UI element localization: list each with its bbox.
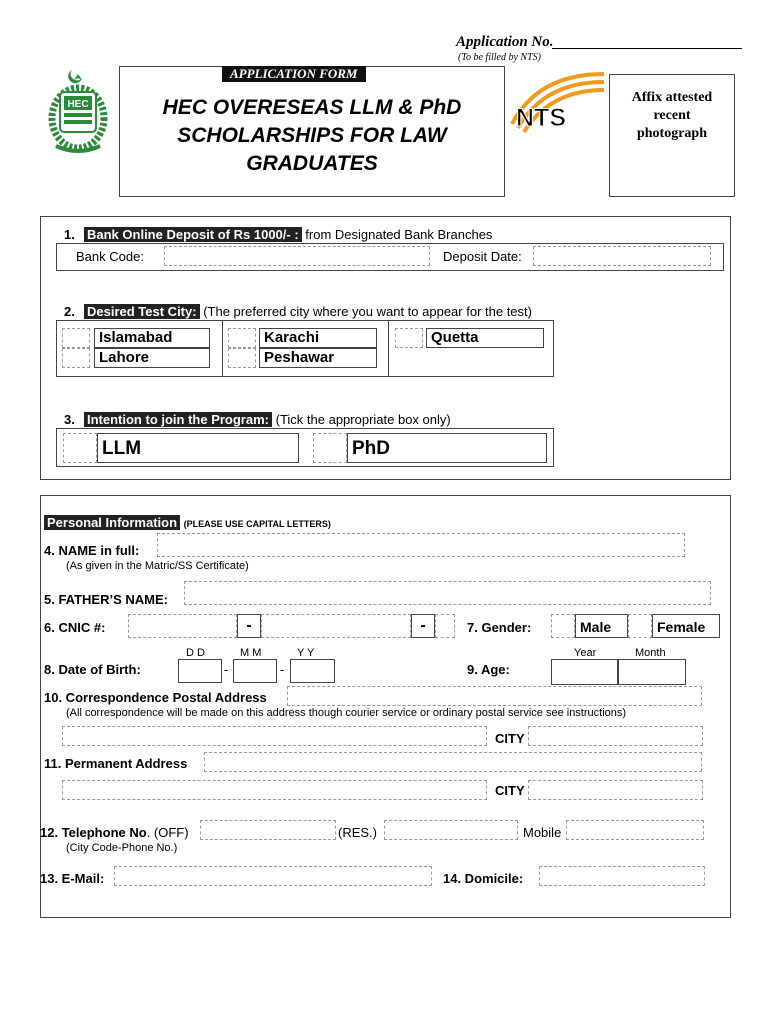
city-karachi: Karachi bbox=[259, 328, 377, 348]
program-phd: PhD bbox=[347, 433, 547, 463]
permanent-address-input-line2[interactable] bbox=[62, 780, 487, 800]
program-checkbox-phd[interactable] bbox=[313, 433, 347, 463]
form-title bbox=[119, 94, 505, 178]
dob-month-input[interactable] bbox=[233, 659, 277, 683]
section1-title: Bank Online Deposit of Rs 1000/- : from Designated Bank Branches bbox=[84, 227, 492, 242]
dob-label: 8. Date of Birth: bbox=[44, 662, 141, 677]
title-line-1: HEC OVERESEAS LLM & PhD bbox=[162, 96, 462, 119]
gender-label: 7. Gender: bbox=[467, 620, 532, 635]
city-divider bbox=[388, 320, 389, 377]
section2-note: (The preferred city where you want to appear for the test) bbox=[203, 304, 532, 319]
city-checkbox-lahore[interactable] bbox=[62, 348, 90, 368]
to-be-filled-note: (To be filled by NTS) bbox=[458, 52, 541, 63]
email-input[interactable] bbox=[114, 866, 432, 886]
dob-dash: - bbox=[280, 662, 285, 677]
postal-address-input-line2[interactable] bbox=[62, 726, 487, 746]
age-year-input[interactable] bbox=[551, 659, 618, 685]
photo-line-1: Affix attested bbox=[631, 90, 713, 105]
age-year-head: Year bbox=[574, 647, 597, 659]
application-no-label: Application No. bbox=[456, 34, 554, 50]
photo-box[interactable] bbox=[609, 74, 735, 197]
dob-month-head: M M bbox=[240, 647, 262, 659]
telephone-res-label: (RES.) bbox=[338, 825, 377, 840]
city-checkbox-karachi[interactable] bbox=[228, 328, 256, 348]
postal-address-label: 10. Correspondence Postal Address bbox=[44, 690, 267, 705]
section2-title: Desired Test City: (The preferred city where you want to appear for the test) bbox=[84, 304, 532, 319]
domicile-label: 14. Domicile: bbox=[443, 871, 524, 886]
dob-day-head: D D bbox=[186, 647, 205, 659]
domicile-input[interactable] bbox=[539, 866, 705, 886]
permanent-city-label: CITY bbox=[495, 783, 525, 798]
bank-code-label: Bank Code: bbox=[76, 249, 144, 264]
city-islamabad: Islamabad bbox=[94, 328, 210, 348]
mobile-label: Mobile bbox=[523, 825, 562, 840]
section1-note: from Designated Bank Branches bbox=[305, 227, 493, 242]
hec-logo-text: HEC bbox=[67, 99, 89, 110]
application-no-line bbox=[552, 48, 742, 49]
mobile-input[interactable] bbox=[566, 820, 704, 840]
age-label: 9. Age: bbox=[467, 662, 510, 677]
postal-city-label: CITY bbox=[495, 731, 525, 746]
postal-address-note: (All correspondence will be made on this address though courier service or ordinary postal service see instructions) bbox=[66, 707, 627, 719]
cnic-part1-input[interactable] bbox=[128, 614, 237, 638]
city-divider bbox=[222, 320, 223, 377]
city-checkbox-islamabad[interactable] bbox=[62, 328, 90, 348]
nts-logo-text: NTS bbox=[516, 104, 566, 132]
dob-day-input[interactable] bbox=[178, 659, 222, 683]
name-input[interactable] bbox=[157, 533, 685, 557]
photo-line-3: photograph bbox=[636, 126, 708, 141]
deposit-date-label: Deposit Date: bbox=[443, 249, 522, 264]
dob-year-input[interactable] bbox=[290, 659, 335, 683]
city-quetta: Quetta bbox=[426, 328, 544, 348]
section1-number: 1. bbox=[64, 227, 75, 242]
city-peshawar: Peshawar bbox=[259, 348, 377, 368]
postal-address-input-line1[interactable] bbox=[287, 686, 702, 706]
program-llm: LLM bbox=[97, 433, 299, 463]
title-line-2: SCHOLARSHIPS FOR LAW bbox=[177, 124, 447, 147]
name-note: (As given in the Matric/SS Certificate) bbox=[66, 560, 249, 572]
cnic-dash: - bbox=[411, 614, 435, 638]
city-checkbox-peshawar[interactable] bbox=[228, 348, 256, 368]
program-checkbox-llm[interactable] bbox=[63, 433, 97, 463]
photo-line-2: recent bbox=[653, 108, 691, 123]
cnic-part2-input[interactable] bbox=[261, 614, 411, 638]
dob-dash: - bbox=[224, 662, 229, 677]
permanent-address-input-line1[interactable] bbox=[204, 752, 702, 772]
city-lahore: Lahore bbox=[94, 348, 210, 368]
telephone-note: (City Code-Phone No.) bbox=[66, 842, 178, 854]
telephone-off-input[interactable] bbox=[200, 820, 336, 840]
city-checkbox-quetta[interactable] bbox=[395, 328, 423, 348]
bank-code-input[interactable] bbox=[164, 246, 430, 266]
title-line-3: GRADUATES bbox=[246, 152, 378, 175]
dob-year-head: Y Y bbox=[297, 647, 315, 659]
telephone-res-input[interactable] bbox=[384, 820, 518, 840]
section3-number: 3. bbox=[64, 412, 75, 427]
section2-number: 2. bbox=[64, 304, 75, 319]
email-label: 13. E-Mail: bbox=[40, 871, 105, 886]
gender-male: Male bbox=[575, 614, 628, 638]
deposit-date-input[interactable] bbox=[533, 246, 711, 266]
father-name-input[interactable] bbox=[184, 581, 711, 605]
section3-title: Intention to join the Program: (Tick the appropriate box only) bbox=[84, 412, 451, 427]
hec-emblem-icon bbox=[36, 66, 120, 156]
gender-checkbox-female[interactable] bbox=[628, 614, 652, 638]
name-label: 4. NAME in full: bbox=[44, 543, 140, 558]
cnic-dash: - bbox=[237, 614, 261, 638]
father-name-label: 5. FATHER’S NAME: bbox=[44, 592, 168, 607]
section3-note: (Tick the appropriate box only) bbox=[275, 412, 451, 427]
cnic-label: 6. CNIC #: bbox=[44, 620, 106, 635]
telephone-label: 12. Telephone No. (OFF) bbox=[40, 825, 189, 840]
cnic-part3-input[interactable] bbox=[435, 614, 455, 638]
nts-logo-icon bbox=[508, 64, 608, 154]
application-form-tag: APPLICATION FORM bbox=[222, 66, 366, 82]
personal-note: (PLEASE USE CAPITAL LETTERS) bbox=[183, 519, 331, 529]
permanent-address-label: 11. Permanent Address bbox=[44, 756, 188, 771]
permanent-city-input[interactable] bbox=[528, 780, 703, 800]
gender-female: Female bbox=[652, 614, 720, 638]
personal-title: Personal Information (PLEASE USE CAPITAL LETTERS) bbox=[44, 515, 331, 530]
postal-city-input[interactable] bbox=[528, 726, 703, 746]
age-month-head: Month bbox=[635, 647, 666, 659]
gender-checkbox-male[interactable] bbox=[551, 614, 575, 638]
age-month-input[interactable] bbox=[618, 659, 686, 685]
